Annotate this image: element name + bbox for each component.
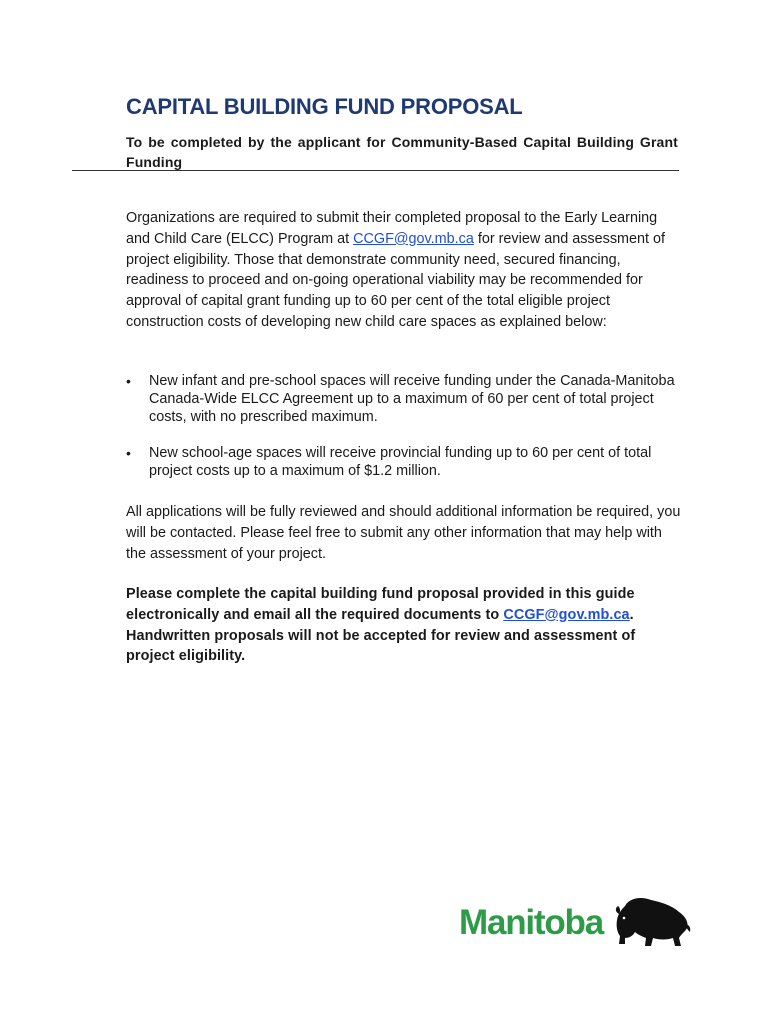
page-title: CAPITAL BUILDING FUND PROPOSAL: [126, 94, 523, 119]
header-divider: [72, 170, 679, 171]
page-subtitle: To be completed by the applicant for Community-Based Capital Building Grant Funding: [126, 134, 678, 170]
instruction-text-after: . Handwritten proposals will not be accepted for review and assessment of project eligibility.: [126, 606, 636, 665]
intro-text-before: Organizations are required to submit their completed proposal to the Early Learning and Child Care (ELCC) Program at: [126, 210, 658, 247]
bullet-text: New school-age spaces will receive provincial funding up to 60 per cent of total project costs up to a maximum of $1.2 million.: [149, 445, 652, 479]
bison-icon: [615, 894, 691, 948]
email-link[interactable]: CCGF@gov.mb.ca: [503, 606, 630, 623]
intro-text-after: for review and assessment of project eligibility. Those that demonstrate community need, secured financing, readiness to proceed and on-going operational viability may be recommended for approval of capital grant funding up to 60 per cent of the total eligible project construction costs of developing new child care spaces as explained below:: [126, 230, 666, 330]
logo-wordmark: Manitoba: [459, 903, 604, 942]
intro-paragraph: [126, 208, 682, 333]
funding-bullet-list: [126, 372, 682, 498]
list-item: [126, 444, 682, 480]
instruction-text-before: Please complete the capital building fund proposal provided in this guide electronically and email all the required documents to: [126, 586, 635, 623]
bullet-icon: •: [126, 445, 131, 461]
bullet-text: New infant and pre-school spaces will receive funding under the Canada-Manitoba Canada-Wide ELCC Agreement up to a maximum of 60 per cent of total project costs, with no prescribed maximum.: [149, 373, 675, 425]
list-item: [126, 372, 682, 426]
email-link[interactable]: CCGF@gov.mb.ca: [353, 230, 474, 247]
instruction-paragraph: [126, 584, 682, 667]
manitoba-logo: [459, 894, 691, 952]
bullet-icon: •: [126, 373, 131, 389]
review-paragraph: All applications will be fully reviewed and should additional information be required, you will be contacted. Please feel free to submit any other information that may help with the assessment of your project.: [126, 504, 681, 562]
